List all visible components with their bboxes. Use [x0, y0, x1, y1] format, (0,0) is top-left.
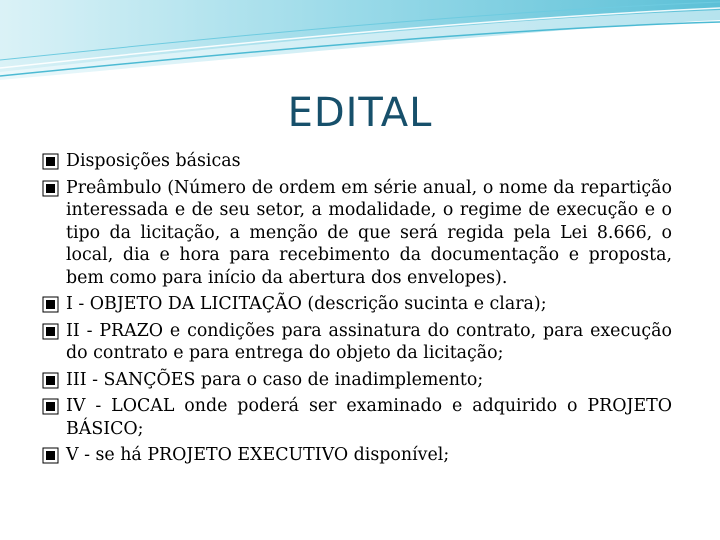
- list-item: [40, 444, 672, 467]
- list-item: [40, 293, 672, 316]
- missing-glyph-icon: [42, 372, 59, 389]
- list-item-text: III - SANÇÕES para o caso de inadimplemento;: [66, 369, 484, 390]
- missing-glyph-icon: [42, 323, 59, 340]
- list-item: [40, 177, 672, 290]
- missing-glyph-icon: [42, 447, 59, 464]
- slide-body: [40, 150, 672, 471]
- list-item: [40, 150, 672, 173]
- list-item-text: Disposições básicas: [66, 151, 241, 171]
- list-item: [40, 320, 672, 365]
- missing-glyph-icon: [42, 180, 59, 197]
- list-item-text: Preâmbulo (Número de ordem em série anual, o nome da repartição interessada e de seu setor, a modalidade, o regime de execução e o tipo da licitação, a menção de que será regida pela Lei 8.666, o local, dia e hora para recebimento da documentação e proposta, bem como para início da abertura dos envelopes).: [66, 177, 672, 288]
- slide-title: EDITAL: [287, 90, 433, 136]
- missing-glyph-icon: [42, 296, 59, 313]
- missing-glyph-icon: [42, 153, 59, 170]
- missing-glyph-icon: [42, 398, 59, 415]
- list-item-text: V - se há PROJETO EXECUTIVO disponível;: [66, 445, 450, 465]
- list-item-text: II - PRAZO e condições para assinatura do contrato, para execução do contrato e para entrega do objeto da licitação;: [66, 320, 672, 363]
- header-wave-decoration: [0, 0, 720, 90]
- list-item-text: IV - LOCAL onde poderá ser examinado e adquirido o PROJETO BÁSICO;: [66, 396, 672, 439]
- list-item: [40, 369, 672, 392]
- list-item-text: I - OBJETO DA LICITAÇÃO (descrição sucinta e clara);: [66, 294, 547, 314]
- list-item: [40, 395, 672, 440]
